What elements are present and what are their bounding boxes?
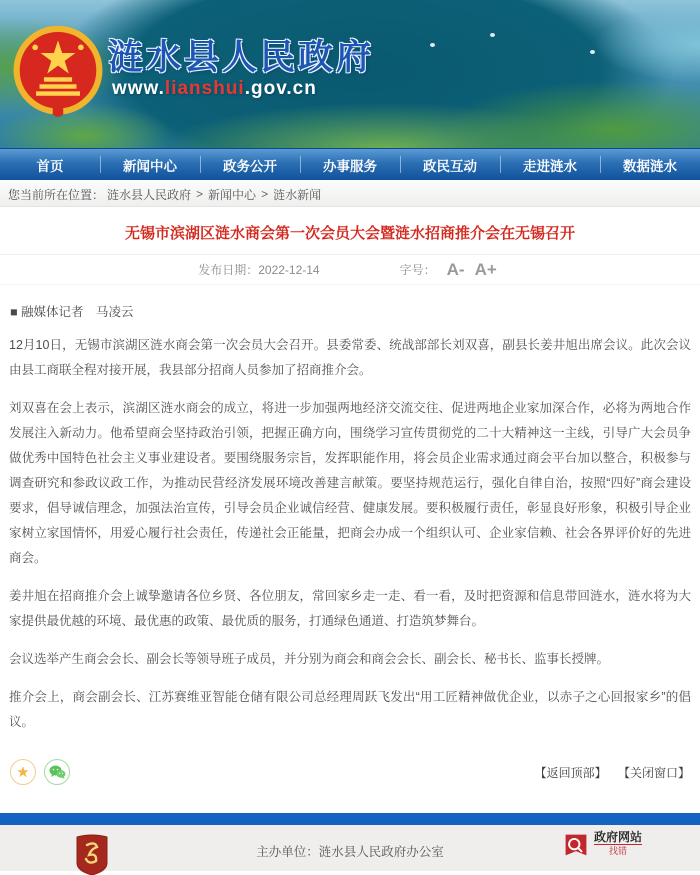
breadcrumb [0,180,700,207]
breadcrumb-prefix: 您当前所在位置： [8,187,105,202]
site-url [112,78,317,100]
breadcrumb-item-news-center[interactable]: 新闻中心 [208,187,257,202]
site-title: 涟水县人民政府 [108,38,375,77]
gov-badge-text [594,831,642,858]
article-title: 无锡市滨湖区涟水商会第一次会员大会暨涟水招商推介会在无锡召开 [0,207,700,255]
publish-date-label: 发布日期： [198,263,259,277]
wechat-share-icon[interactable] [44,759,70,785]
nav-item-services[interactable]: 办事服务 [300,149,400,180]
article-paragraph: 会议选举产生商会会长、副会长等领导班子成员，并分别为商会和商会会长、副会长、秘书长、监事长授牌。 [9,652,610,666]
footer-organizer: 主办单位：涟水县人民政府办公室 [256,845,444,859]
article-meta [0,255,700,285]
font-larger-button[interactable]: A+ [474,259,497,279]
gov-badge-title: 政府网站 [593,830,642,844]
article-paragraph: 姜井旭在招商推介会上诚挚邀请各位乡贤、各位朋友，常回家乡走一走、看一看，及时把资源和信息带回涟水，涟水将为大家提供最优越的环境、最优惠的政策、最优质的服务，打通绿色通道、打造筑梦舞台。 [9,589,691,628]
article-paragraph: 刘双喜在会上表示，滨湖区涟水商会的成立，将进一步加强两地经济交流交往、促进两地企业家加深合作，必将为两地合作发展注入新动力。他希望商会坚持政治引领，把握正确方向，围绕学习宣传贯彻党的二十大精神这一主线，引导广大会员争做优秀中国特色社会主义事业建设者。要围绕服务宗旨，发挥职能作用，将会员企业需求通过商会平台加以整合，积极参与调查研究和参政议政工作，为推动民营经济发展环境改善建言献策。要坚持规范运行，强化自律自治，按照“四好”商会建设要求，倡导诚信理念，加强法治宣传，引导会员企业诚信经营、健康发展。要积极履行责任，彰显良好形象，积极引导企业家树立家国情怀，用爱心履行社会责任，传递社会正能量，把商会办成一个组织认可、企业家信赖、社会各界评价好的先进商会。 [9,401,691,565]
gov-badge-sub: 找错 [594,844,642,858]
publish-date [198,261,319,278]
favorite-star-icon[interactable] [10,759,36,785]
article-paragraph: 12月10日，无锡市滨湖区涟水商会第一次会员大会召开。县委常委、统战部部长刘双喜，副县长姜井旭出席会议。此次会议由县工商联全程对接开展，我县部分招商人员参加了招商推介会。 [9,338,691,377]
footer-blue-bar [0,813,700,825]
nav-item-news-center[interactable]: 新闻中心 [100,149,200,180]
close-window-link[interactable]: 【关闭窗口】 [617,765,690,780]
article [0,207,700,787]
main-nav [0,148,700,180]
back-to-top-link[interactable]: 【返回顶部】 [534,765,607,780]
gov-site-error-badge[interactable] [563,831,642,858]
header-banner [0,0,700,148]
window-links [527,764,690,781]
article-byline: ■ 融媒体记者 马凌云 [10,305,134,319]
boat-dot [590,50,595,54]
breadcrumb-separator: > [261,187,269,201]
article-body [0,333,700,735]
footer [0,825,700,871]
national-emblem-icon [14,26,102,118]
star-glyph: ★ [16,764,30,781]
article-paragraph: 推介会上，商会副会长、江苏赛维亚智能仓储有限公司总经理周跃飞发出“用工匠精神做优企业，以赤子之心回报家乡”的倡议。 [9,690,691,729]
wechat-glyph [49,765,66,780]
nav-item-gov-disclosure[interactable]: 政务公开 [200,149,300,180]
font-size-label: 字号： [399,263,436,277]
boat-dot [430,43,435,47]
article-actions [10,757,690,787]
breadcrumb-item-lianshui-news[interactable]: 涟水新闻 [273,187,322,202]
breadcrumb-separator: > [196,187,204,201]
nav-item-about-lianshui[interactable]: 走进涟水 [500,149,600,180]
nav-item-data-lianshui[interactable]: 数据涟水 [600,149,700,180]
publish-date-value: 2022-12-14 [258,263,320,277]
boat-dot [490,33,495,37]
url-www: www. [112,78,165,99]
url-tail: .gov.cn [244,78,317,99]
font-smaller-button[interactable]: A- [446,259,465,279]
nav-item-home[interactable]: 首页 [36,158,64,174]
nav-item-public-interaction[interactable]: 政民互动 [400,149,500,180]
gov-badge-icon [563,832,589,858]
party-gov-shield-icon [75,835,109,875]
breadcrumb-item-home[interactable]: 涟水县人民政府 [107,187,192,202]
share-icons [10,759,70,785]
url-name: lianshui [164,78,245,99]
